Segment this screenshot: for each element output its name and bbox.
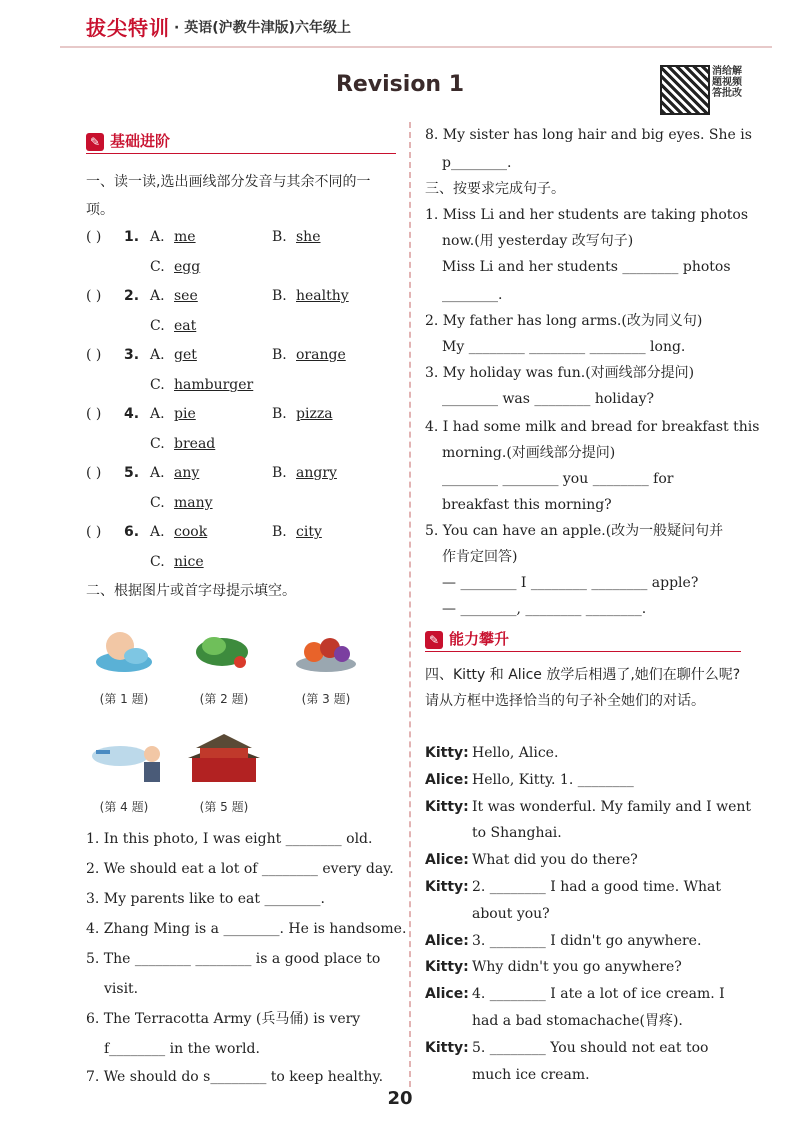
option-b-letter: B. [272,288,287,304]
option-a-letter: A. [150,406,165,422]
dialogue-line[interactable]: much ice cream. [472,1066,590,1083]
option-a[interactable]: cook [174,524,208,540]
speaker-label: Kitty: [425,879,469,895]
fill-blank-line[interactable]: 8. My sister has long hair and big eyes. She is [425,127,752,143]
option-b[interactable]: she [296,229,321,245]
answer-bracket[interactable]: ( ) [86,288,102,304]
option-a[interactable]: me [174,229,196,245]
option-a-letter: A. [150,347,165,363]
sentence-line[interactable]: 1. Miss Li and her students are taking photos [425,207,749,223]
option-a-letter: A. [150,524,165,540]
dialogue-line[interactable]: 2. ________ I had a good time. What [472,879,721,895]
sentence-line[interactable]: 作肯定回答) [442,549,518,565]
speaker-label: Alice: [425,852,469,869]
sentence-line[interactable]: — ________, ________ ________. [442,601,647,617]
answer-bracket[interactable]: ( ) [86,347,102,363]
section-basic [86,130,396,154]
book-subtitle: · 英语(沪教牛津版)六年级上 [174,20,351,36]
sentence-line[interactable]: 2. My father has long arms.(改为同义句) [425,313,703,329]
dialogue-line[interactable]: It was wonderful. My family and I went [472,798,751,815]
option-c[interactable]: hamburger [174,377,254,393]
caption-2: (第 2 题) [199,692,249,706]
header-rule [60,46,772,48]
dialogue-line[interactable]: 3. ________ I didn't go anywhere. [472,932,702,949]
page-header [0,0,800,50]
pencil-icon: ✎ [425,631,443,649]
baby-image [92,620,156,676]
item-number: 5. [124,465,140,481]
dialogue-line[interactable]: Hello, Alice. [472,745,559,761]
option-c[interactable]: egg [174,259,201,275]
dialogue-line[interactable]: had a bad stomachache(胃疼). [472,1013,683,1029]
item-number: 6. [124,524,140,540]
fill-blank-line[interactable]: 6. The Terracotta Army (兵马俑) is very [86,1011,361,1027]
dialogue-line[interactable]: Why didn't you go anywhere? [472,959,682,976]
dialogue-line[interactable]: about you? [472,905,550,922]
item-number: 4. [124,406,140,422]
fill-blank-line[interactable]: 4. Zhang Ming is a ________. He is handsome. [86,921,407,937]
fill-blank-line[interactable]: 7. We should do s________ to keep healthy. [86,1069,384,1085]
dialogue-line[interactable]: 4. ________ I ate a lot of ice cream. I [472,986,725,1003]
sentence-line[interactable]: 5. You can have an apple.(改为一般疑问句并 [425,523,724,539]
fill-blank-line[interactable]: 3. My parents like to eat ________. [86,891,325,907]
option-c-letter: C. [150,377,165,393]
vegetables-image [192,622,256,674]
option-b-letter: B. [272,465,287,481]
section-advanced-label: 能力攀升 [449,630,510,648]
speaker-label: Alice: [425,932,469,949]
fruit-plate-image [294,622,358,674]
answer-bracket[interactable]: ( ) [86,524,102,540]
option-c-letter: C. [150,436,165,452]
pilot-image [90,730,170,786]
sentence-line[interactable]: My ________ ________ ________ long. [442,339,686,355]
sentence-line[interactable]: 3. My holiday was fun.(对画线部分提问) [425,365,695,381]
caption-1: (第 1 题) [99,692,149,706]
speaker-label: Kitty: [425,798,469,815]
column-divider [409,122,411,1087]
part3-heading: 三、按要求完成句子。 [425,181,565,197]
part4-heading: 四、Kitty 和 Alice 放学后相遇了,她们在聊什么呢?请从方框中选择恰当的句子补全她们的对话。 [425,667,741,709]
speaker-label: Kitty: [425,745,469,761]
option-b[interactable]: city [296,524,322,540]
brand-logo: 拔尖特训 [86,16,170,40]
sentence-line[interactable]: breakfast this morning? [442,497,612,513]
option-c[interactable]: bread [174,436,216,452]
option-b-letter: B. [272,524,287,540]
option-b-letter: B. [272,229,287,245]
option-c-letter: C. [150,554,165,570]
dialogue-line[interactable]: to Shanghai. [472,825,562,842]
sentence-line[interactable]: — ________ I ________ ________ apple? [442,575,699,591]
sentence-line[interactable]: 4. I had some milk and bread for breakfast this [425,419,760,435]
part2-heading: 二、根据图片或首字母提示填空。 [86,583,296,599]
option-a-letter: A. [150,229,165,245]
caption-5: (第 5 题) [199,800,249,814]
dialogue-line[interactable]: What did you do there? [472,852,638,869]
qr-caption: 消给解题视频答批改 [712,66,742,99]
pencil-icon: ✎ [86,133,104,151]
sentence-line[interactable]: now.(用 yesterday 改写句子) [442,233,634,249]
page-title: Revision 1 [335,72,465,97]
option-b-letter: B. [272,406,287,422]
option-b[interactable]: healthy [296,288,349,304]
option-a-letter: A. [150,288,165,304]
fill-blank-line[interactable]: 1. In this photo, I was eight ________ old. [86,831,373,847]
item-number: 2. [124,288,140,304]
option-b[interactable]: pizza [296,406,333,422]
option-a[interactable]: see [174,288,198,304]
fill-blank-line[interactable]: 5. The ________ ________ is a good place to [86,951,381,967]
option-c-letter: C. [150,495,165,511]
option-c[interactable]: nice [174,554,204,570]
option-a[interactable]: get [174,347,197,363]
sentence-line[interactable]: Miss Li and her students ________ photos [442,259,731,275]
sentence-line[interactable]: ________ was ________ holiday? [442,391,654,407]
speaker-label: Kitty: [425,959,469,976]
option-b-letter: B. [272,347,287,363]
fill-blank-line[interactable]: 2. We should eat a lot of ________ every day. [86,861,394,877]
option-c-letter: C. [150,318,165,334]
answer-bracket[interactable]: ( ) [86,406,102,422]
qr-code-icon[interactable] [660,65,710,115]
part1-heading: 一、读一读,选出画线部分发音与其余不同的一项。 [86,174,371,218]
sentence-line[interactable]: morning.(对画线部分提问) [442,445,616,461]
option-b[interactable]: orange [296,347,346,363]
option-a[interactable]: pie [174,406,196,422]
section-advanced [425,628,741,652]
option-c[interactable]: many [174,495,213,511]
speaker-label: Alice: [425,986,469,1003]
speaker-label: Alice: [425,771,469,788]
fill-blank-line[interactable]: visit. [104,981,139,997]
tiananmen-image [188,728,260,786]
dialogue-line[interactable]: Hello, Kitty. 1. ________ [472,771,634,788]
fill-blank-line[interactable]: p________. [442,155,512,171]
option-a[interactable]: any [174,465,200,481]
dialogue-line[interactable]: 5. ________ You should not eat too [472,1039,709,1056]
section-basic-label: 基础进阶 [110,132,171,150]
option-c-letter: C. [150,259,165,275]
item-number: 3. [124,347,140,363]
caption-4: (第 4 题) [99,800,149,814]
option-a-letter: A. [150,465,165,481]
sentence-line[interactable]: ________. [442,287,503,303]
answer-bracket[interactable]: ( ) [86,229,102,245]
option-c[interactable]: eat [174,318,197,334]
speaker-label: Kitty: [425,1039,469,1056]
fill-blank-line[interactable]: f________ in the world. [104,1041,260,1057]
item-number: 1. [124,229,140,245]
answer-bracket[interactable]: ( ) [86,465,102,481]
page-number: 20 [387,1088,413,1109]
caption-3: (第 3 题) [301,692,351,706]
sentence-line[interactable]: ________ ________ you ________ for [442,471,674,487]
option-b[interactable]: angry [296,465,337,481]
